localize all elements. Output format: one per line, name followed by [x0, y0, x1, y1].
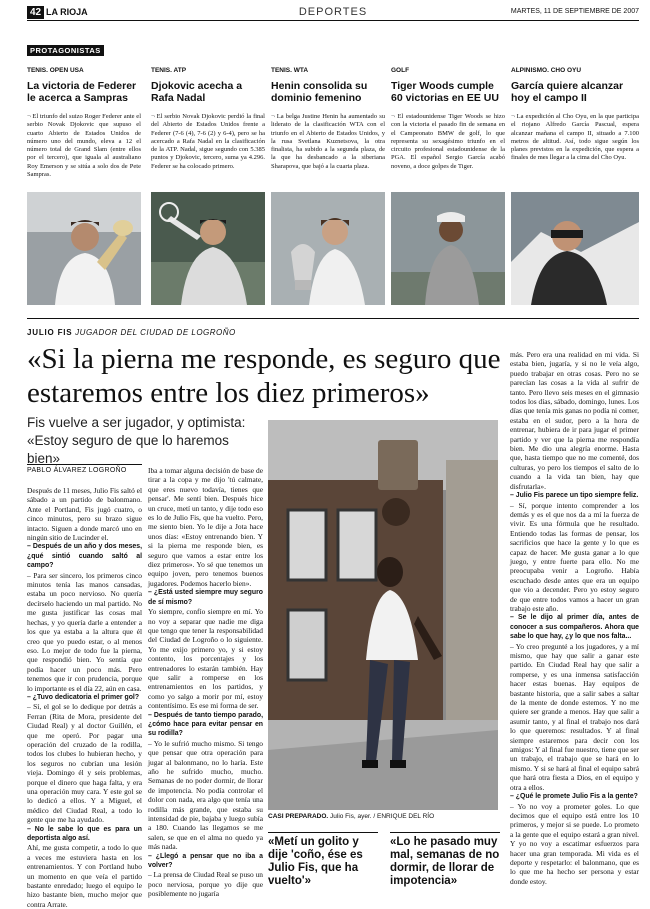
subhead-line: Fis vuelve a ser jugador, y optimista:	[27, 415, 246, 430]
garcia-photo	[511, 192, 639, 305]
interview-question: – ¿Qué le promete Julio Fis a la gente?	[510, 793, 638, 801]
interview-paragraph: Iba a tomar alguna decisión de base de tirar a la copa y me dijo 'tú calmate, que eres nuevo todavía, tienes que pensar'. Me sentí bien. Después hice un cruce, metí un tanto, y dije todo eso es lo de Julio Fis, que ha vuelto. Pero, me siento bien. Yo le dije a Jota hace unos días: «Estoy entrenando bien. Y si la pierna me responde bien, es seguro que vamos a estar entre los diez primeros». Yo sé que tenemos un equipo joven, pero tenemos buenos jugadores. Podemos hacerlo bien».	[148, 466, 263, 588]
subhead-line: «Estoy seguro de que lo haremos bien»	[27, 433, 229, 466]
issue-date: MARTES, 11 DE SEPTIEMBRE DE 2007	[510, 8, 639, 15]
brief-kicker: TENIS. OPEN USA	[27, 67, 84, 74]
interview-question: – Después de tanto tiempo parado, ¿cómo hace para evitar pensar en su rodilla?	[148, 711, 263, 738]
djokovic-photo	[151, 192, 265, 305]
section-divider	[27, 318, 639, 319]
interview-paragraph: más. Pero era una realidad en mi vida. Si estaba bien, jugaría, y si no le veía algo, puedo trabajar en otras cosas. Pero no se parecían las cosas a la vida al sufrir de tanto. Pero llevo seis meses en el gimnasio todos los días, sábado, domingo, lunes. Los días que tenía mis ganas no podía ni comer, estaba en el sudor, pero a la hora de entrenar, hubiera de ir para jugar el primer partido y ver que la pierna me respondía bien. Me dio una alegría enorme. Hasta que, hasta tiempo que no me comenté, dos culturas, yo pero los tiempos el salto de lo cuando a la vida tan bien, hay que disfrutarla».	[510, 350, 639, 491]
newspaper-name: LA RIOJA	[46, 7, 88, 17]
brief-title: Djokovic acecha a Rafa Nadal	[151, 80, 243, 104]
julio-fis-photo	[268, 420, 498, 810]
photo-caption	[268, 813, 498, 820]
brief-column	[151, 67, 265, 185]
header-rule	[27, 20, 639, 21]
federer-photo	[27, 192, 141, 305]
brief-kicker: ALPINISMO. CHO OYU	[511, 67, 582, 74]
brief-body: ¬ El estadounidense Tiger Woods se hizo con la victoria el pasado fin de semana en el Campeonato BMW de golf, lo que representa su sexagésimo triunfo en el circuito profesional estadounidense de la PGA. El español Sergio García acabó noveno, a doce golpes de Tiger.	[391, 113, 505, 170]
brief-title: Tiger Woods cumple 60 victorias en EE UU	[391, 80, 499, 104]
page-header	[27, 6, 639, 20]
interview-question: – Después de un año y dos meses, ¿qué sintió cuando saltó al campo?	[27, 543, 142, 570]
brief-body: ¬ El serbio Novak Djokovic perdió la final del Abierto de Estados Unidos frente a Federer (7-6 (4), 7-6 (2) y 6-4), pero se ha acercado a Rafa Nadal en la clasificación de la ATP. Nadal, sigue segundo con 5.385 puntos y Djokovic, tercero, suma ya 4.296. Federer se ha colocado primero.	[151, 113, 265, 170]
interview-paragraph: Yo siempre, confío siempre en mí. Yo no voy a separar que nadie me diga que tengo que tener la responsabilidad del Ciudad de Logroño o lo siguiente. Yo me exijo primero yo, y si estoy contento, los porcentajes y los entrenadores lo estarán también. Hay que salir a romperse en los entrenamientos en los partidos, y como yo salgo a morir por mí, estoy contentísimo. Es ese mi forma de ser.	[148, 607, 263, 711]
article-column	[510, 350, 639, 896]
interview-headline: «Si la pierna me responde, es seguro que estaremos entre los diez primeros»	[27, 343, 501, 409]
brief-title: García quiere alcanzar hoy el campo II	[511, 80, 624, 104]
brief-column	[271, 67, 385, 185]
interview-question: – No le sabe lo que es para un deportista algo así.	[27, 825, 142, 843]
brief-kicker: TENIS. ATP	[151, 67, 187, 74]
brief-kicker: GOLF	[391, 67, 410, 74]
interview-question: – Julio Fis parece un tipo siempre feliz.	[510, 492, 639, 500]
interview-question: – ¿Tuvo dedicatoria el primer gol?	[27, 693, 140, 701]
caption-lead: CASI PREPARADO.	[268, 813, 329, 820]
pull-quote: «Lo he pasado muy mal, semanas de no dormir, de llorar de impotencia»	[390, 832, 500, 888]
pull-quote: «Metí un golito y dije 'coño, ése es Julio Fis, que ha vuelto'»	[268, 832, 378, 888]
interview-paragraph: – La prensa de Ciudad Real se puso un poco nerviosa, porque yo dije que posiblemente no jugaría	[148, 870, 263, 899]
byline: PABLO ÁLVAREZ LOGROÑO	[27, 464, 142, 474]
interview-kicker	[27, 328, 236, 337]
interview-paragraph: – Sí, el gol se lo dedique por detrás a Ferran (Rita de Mora, presidente del Ciudad Real) y al doctor Guillén, el que me operó. Por pagar una operación del cruzado de la rodilla, todos los clubes lo hubieran hecho, y los seguros no cubrían una lesión vieja. Domingo él y seis problemas, porque el dinero que haga falta, y era una operación muy cara. Y este gol se lo dedicó a ellos. Y a Miguel, el médico del Ciudad Real, a todo lo gente que me ha ayudado.	[27, 702, 142, 825]
brief-column	[511, 67, 639, 185]
brief-column	[391, 67, 505, 185]
photo-credit: / ENRIQUE DEL RÍO	[371, 813, 435, 820]
brief-body: ¬ La belga Justine Henin ha aumentado su liderato de la clasificación WTA con el triunfo en el Abierto de Estados Unidos, y la rusa Svetlana Kuznetsova, la otra finalista, ha subido a la segunda plaza, de la que ha desbancado a la siberiana Sharapova, que bajó a la cuarta plaza.	[271, 113, 385, 170]
article-column	[148, 466, 263, 899]
interview-paragraph: Ahí, me gusta competir, a todo lo que a veces me estuviera hasta en los entrenamientos. Y con Portland hubo un momento en que veía el partido bastante enredado; luego el equipo le hizo bastante bien, mucho mejor que contra Arrate.	[27, 843, 142, 909]
brief-body: ¬ El triunfo del suizo Roger Federer ante el serbio Novak Djokovic que supuso el cuarto Abierto de Estados Unidos de número uno del mundo, eleva a 12 el número total de Grand Slam (entre ellos por el tercero), que iguala al australiano Roy Emerson y se sitúa a solo dos de Pete Sampras.	[27, 113, 141, 179]
brief-title: Henin consolida su dominio femenino	[271, 80, 368, 104]
interview-question: – ¿Llegó a pensar que no iba a volver?	[148, 852, 263, 870]
caption-text: Julio Fis, ayer.	[328, 813, 372, 820]
interview-question: – Se le dijo al primer día, antes de conocer a sus compañeros. Ahora que sabe lo que hay, ¿y lo que nos falta...	[510, 614, 639, 641]
interview-paragraph: – Yo no voy a prometer goles. Lo que decimos que el equipo está entre los 10 primeros, y mejor si se puede. Lo prometo a la gente que el equipo estará a gran nivel. Y yo no voy a escatimar esfuerzos para hacer una gran temporada. Mi vida es el deporte y respetarlo: el balonmano, que es lo que me ha hecho ser persona y estar donde estoy.	[510, 801, 639, 886]
section-title: DEPORTES	[298, 6, 368, 18]
brief-column	[27, 67, 141, 185]
interview-subhead	[27, 414, 262, 468]
interview-paragraph: – Sí, porque intento comprender a los demás y es el que nos da a mí la fuerza de vivir. Es una fórmula que he resultado. Entiendo todas las formas de pensar, los sacrificios que hace la gente y lo que es capaz de hacer. Me gusta ganar a lo que juego, y entre fuerte para ello. No me preocupaba venir a Logroño. Había escuchado desde antes que era un equipo que vio a decender. Pero yo estoy seguro de que entre todos vamos a hacer un gran trabajo este año.	[510, 500, 639, 613]
interviewee-name: JULIO FIS	[27, 328, 73, 337]
brief-kicker: TENIS. WTA	[271, 67, 309, 74]
protagonistas-tag: PROTAGONISTAS	[27, 45, 104, 56]
interview-question: – ¿Está usted siempre muy seguro de sí mismo?	[148, 589, 263, 606]
article-column	[27, 486, 142, 909]
brief-title: La victoria de Federer le acerca a Sampras	[27, 80, 137, 104]
interview-paragraph: – Yo le sufrió mucho mismo. Si tengo que pensar que otra operación para jugar al balonmano, no lo haría. Este año he sufrido mucho, mucho. Semanas de no poder dormir, de llorar de impotencia. No podía controlar el dolor con nada, era algo que tenía una rodilla más grande, que estaba su intensidad de pie, bajaba y luego subía a 180. Cuando las llegamos se me salen, se que en el alma no quedo ya más nada.	[148, 738, 263, 852]
interviewee-role: JUGADOR DEL CIUDAD DE LOGROÑO	[75, 328, 236, 337]
interview-paragraph: – Yo creo pregunté a los jugadores, y a mí mismo, que hay que salir a ganar este partido. En Ciudad Real hay que salir a romperse, y es una inmensa satisfacción hacer estas buenas. Hay equipos de bastante historia, que a salir sabes a saltar de la mente de donde estemos. Y no me quiere ser grande a menos. Hay que salir a asumir tanto, y al final el trabajo nos dará lo que queremos: resultados. Y al final siempre estaremos para decir con los amigos: Y al final fue nuestro, tiene que ser un trabajo, el trabajo que se hará en lo mismo. Y si se hará al final el equipo sabrá que hará otra fiesta a Dios, en el equipo y otra a ellos.	[510, 641, 639, 792]
interview-paragraph: Después de 11 meses, Julio Fis saltó el sábado a un partido de balonmano. Ante el Portland, Fis jugó cuatro, o cinco minutos, pero su brazo sigue intacto. Siguen a donde marcó uno en ningún sitio de Lucinder el.	[27, 486, 142, 543]
page-number: 42	[27, 6, 44, 19]
tiger-woods-photo	[391, 192, 505, 305]
brief-body: ¬ La expedición al Cho Oyu, en la que participa el riojano Alfredo García Pascual, espera alcanzar mañana el campo II, situado a 7.100 metros de altitud. Así, todo sigue según los planes previstos en la expedición, que espera a finales de mes llegar a la cima del Cho Oyu.	[511, 113, 639, 162]
interview-paragraph: – Para ser sincero, los primeros cinco minutos tenía las manos cansadas, estaba un poco nervioso. No quería decírselo haciendo un mal partido. No me gusta justificar las cosas mal hechas, y yo quería darle a entender a los que ya estaba a la altura que él creo que yo puedo estar, o al menos eso. Lo mejor de todo fue la pierna, que respondió bien. Yo sentía que podía hacer un poco más. Pero tenemos que ir con prudencia, porque lo importante es el día 22, aún en casa.	[27, 570, 142, 693]
henin-photo	[271, 192, 385, 305]
